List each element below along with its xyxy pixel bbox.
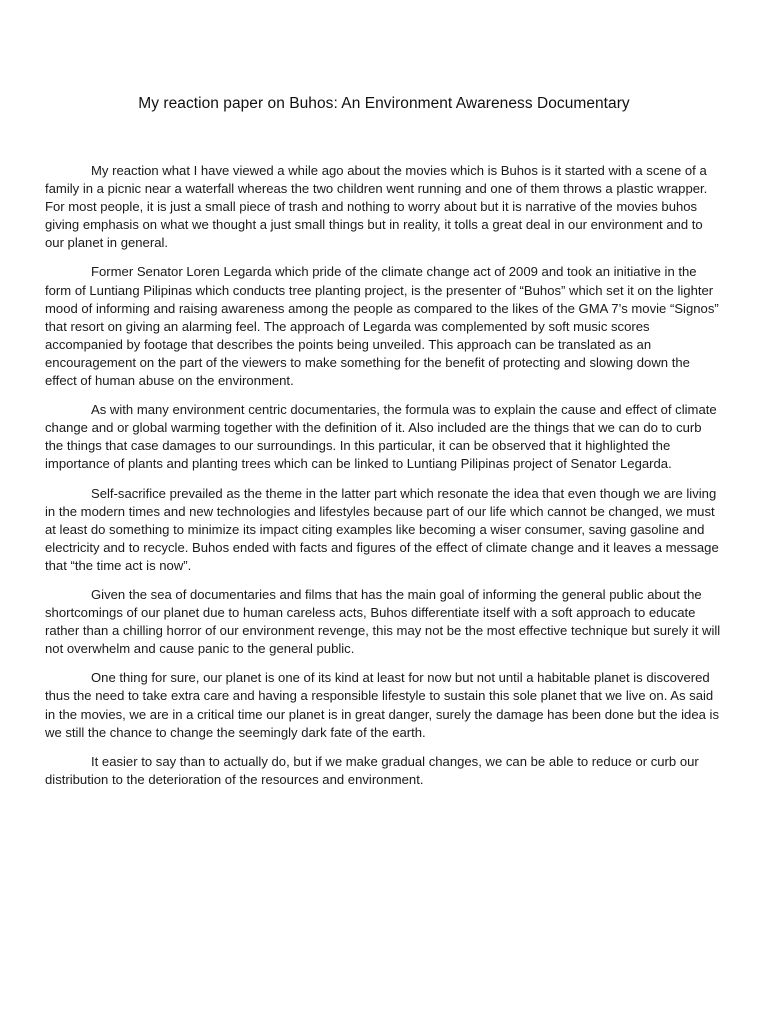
paragraph-5: Given the sea of documentaries and films that has the main goal of informing the general public about the shortcomings of our planet due to human careless acts, Buhos differentiate itself with a soft approach to educate rather than a chilling horror of our environment revenge, this may not be the most effective technique but surely it will not overwhelm and cause panic to the general public. — [45, 586, 721, 657]
paragraph-4: Self-sacrifice prevailed as the theme in the latter part which resonate the idea that even though we are living in the modern times and new technologies and lifestyles because part of our life which cannot be changed, we must at least do something to minimize its impact citing examples like becoming a wiser consumer, saving gasoline and electricity and to recycle. Buhos ended with facts and figures of the effect of climate change and it leaves a message that “the time act is now”. — [45, 485, 719, 573]
paragraph-3: As with many environment centric documentaries, the formula was to explain the cause and effect of climate change and or global warming together with the definition of it. Also included are the things that we can do to curb the things that case damages to our surroundings. In this particular, it can be observed that it highlighted the importance of plants and planting trees which can be linked to Luntiang Pilipinas project of Senator Legarda. — [45, 402, 717, 472]
paragraph-6: One thing for sure, our planet is one of its kind at least for now but not until a habitable planet is discovered thus the need to take extra care and having a responsible lifestyle to sustain this sole planet that we live on. As said in the movies, we are in a critical time our planet is in great danger, surely the damage has been done but the idea is we still the chance to change the seemingly dark fate of the earth. — [45, 670, 719, 740]
paragraph-7: It easier to say than to actually do, but if we make gradual changes, we can be able to reduce or curb our distribution to the deterioration of the resources and environment. — [45, 753, 699, 787]
document-title: My reaction paper on Buhos: An Environment Awareness Documentary — [138, 95, 630, 112]
paragraph-1: My reaction what I have viewed a while ago about the movies which is Buhos is it started with a scene of a family in a picnic near a waterfall whereas the two children went running and one of them throws a plastic wrapper. For most people, it is just a small piece of trash and nothing to worry about but it is narrative of the movies buhos giving emphasis on what we thought a just small things but in reality, it tolls a great deal in our environment and to our planet in general. — [45, 163, 708, 251]
paragraph-2: Former Senator Loren Legarda which pride of the climate change act of 2009 and took an initiative in the form of Luntiang Pilipinas which conducts tree planting project, is the presenter of “Buhos” which set it on the lighter mood of informing and raising awareness among the people as compared to the likes of the GMA 7’s movie “Signos” that resort on giving an alarming feel. The approach of Legarda was complemented by soft music scores accompanied by footage that describes the points being unveiled. This approach can be translated as an encouragement on the part of the viewers to make something for the benefit of protecting and slowing down the effect of human abuse on the environment. — [45, 264, 719, 389]
document-body — [45, 162, 723, 800]
